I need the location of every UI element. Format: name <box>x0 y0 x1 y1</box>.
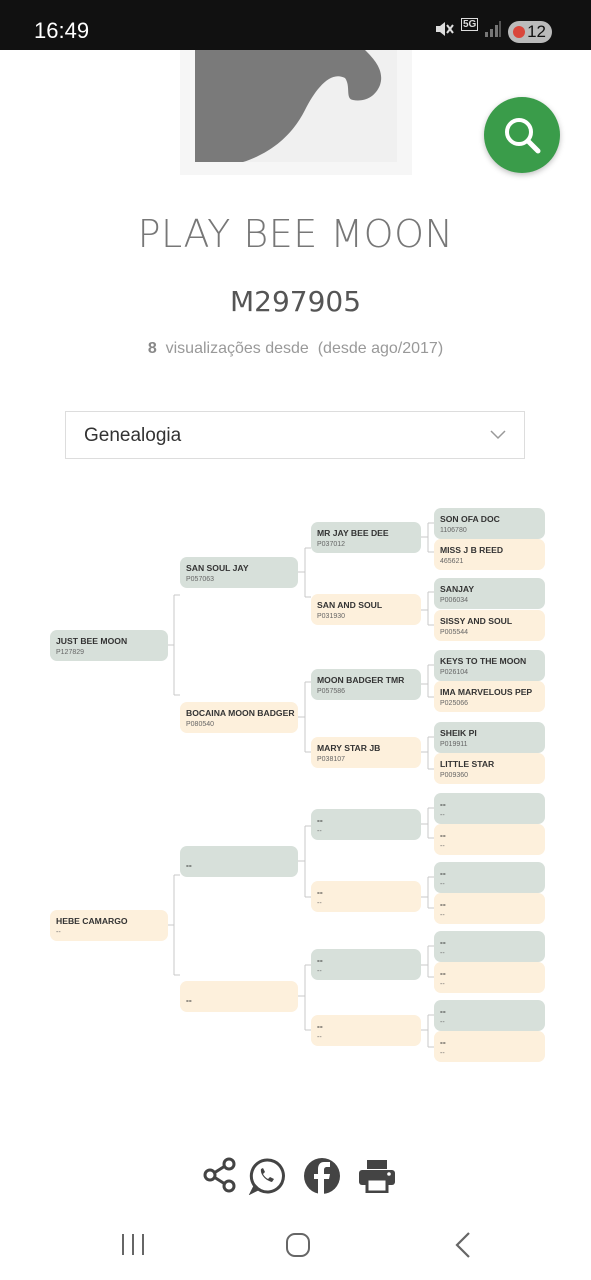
pedigree-gen4-13[interactable] <box>434 931 545 962</box>
node-reg: P005544 <box>440 629 469 636</box>
node-reg: -- <box>317 1034 322 1041</box>
pedigree-gen4-9[interactable] <box>434 793 545 824</box>
node-reg: -- <box>56 929 61 936</box>
views-label: visualizações desde <box>165 340 309 357</box>
node-reg: -- <box>440 912 445 919</box>
whatsapp-icon[interactable] <box>248 1157 286 1195</box>
node-name: -- <box>440 937 446 947</box>
share-toolbar <box>0 1155 591 1199</box>
node-reg: -- <box>440 950 445 957</box>
home-icon[interactable] <box>284 1231 312 1259</box>
pedigree-dam-dam[interactable] <box>180 981 298 1012</box>
node-reg: P127829 <box>56 649 85 656</box>
recent-apps-icon[interactable] <box>120 1232 146 1258</box>
horse-name: PLAY BEE MOON <box>137 212 454 256</box>
network-type: 5G <box>463 19 477 30</box>
node-name: SAN SOUL JAY <box>186 563 249 573</box>
pedigree-gen4-3[interactable] <box>434 578 545 609</box>
print-icon[interactable] <box>358 1159 396 1193</box>
battery-level: 12 <box>527 22 546 41</box>
share-icon[interactable] <box>202 1157 238 1193</box>
node-reg: P019911 <box>440 741 468 748</box>
node-name: SAN AND SOUL <box>317 600 383 610</box>
pedigree-gen4-12[interactable] <box>434 893 545 924</box>
node-name: -- <box>440 799 446 809</box>
pedigree-sire-sire[interactable] <box>180 557 298 588</box>
node-name: SISSY AND SOUL <box>440 616 513 626</box>
node-reg: -- <box>440 981 445 988</box>
node-name: JUST BEE MOON <box>56 636 128 646</box>
node-name: -- <box>317 1021 323 1031</box>
node-name: -- <box>317 815 323 825</box>
views-count: 8 <box>147 340 157 357</box>
node-reg: -- <box>317 900 322 907</box>
node-name: HEBE CAMARGO <box>56 916 128 926</box>
pedigree-gen4-1[interactable] <box>434 508 545 539</box>
node-name: MISS J B REED <box>440 545 504 555</box>
node-reg: -- <box>440 1050 445 1057</box>
node-name: BOCAINA MOON BADGER <box>186 708 295 718</box>
node-reg: -- <box>317 968 322 975</box>
node-reg: 1106780 <box>440 527 467 534</box>
system-nav-bar <box>0 1215 591 1280</box>
node-reg: -- <box>440 1019 445 1026</box>
node-name: -- <box>440 968 446 978</box>
node-reg: -- <box>440 881 445 888</box>
node-name: -- <box>317 955 323 965</box>
node-name: IMA MARVELOUS PEP <box>440 687 533 697</box>
pedigree-gen3-3[interactable] <box>311 669 421 700</box>
pedigree-gen3-2[interactable] <box>311 594 421 625</box>
pedigree-gen4-5[interactable] <box>434 650 545 681</box>
views-since: (desde ago/2017) <box>317 340 444 357</box>
pedigree-gen3-7[interactable] <box>311 949 421 980</box>
pedigree-gen4-14[interactable] <box>434 962 545 993</box>
node-name: -- <box>317 887 323 897</box>
node-name: MARY STAR JB <box>317 743 381 753</box>
node-name: -- <box>440 868 446 878</box>
facebook-icon[interactable] <box>303 1157 341 1195</box>
pedigree-gen3-4[interactable] <box>311 737 421 768</box>
node-name: SHEIK PI <box>440 728 477 738</box>
back-icon[interactable] <box>452 1231 476 1259</box>
pedigree-gen4-2[interactable] <box>434 539 545 570</box>
node-name: -- <box>186 995 192 1005</box>
node-reg: P031930 <box>317 613 346 620</box>
pedigree-dam[interactable] <box>50 910 168 941</box>
node-name: SANJAY <box>440 584 475 594</box>
node-reg: P025066 <box>440 700 469 707</box>
pedigree-gen3-5[interactable] <box>311 809 421 840</box>
node-name: -- <box>440 830 446 840</box>
pedigree-gen3-8[interactable] <box>311 1015 421 1046</box>
node-name: MOON BADGER TMR <box>317 675 405 685</box>
pedigree-gen4-15[interactable] <box>434 1000 545 1031</box>
horse-registration: M297905 <box>229 285 362 318</box>
node-name: MR JAY BEE DEE <box>317 528 389 538</box>
pedigree-sire[interactable] <box>50 630 168 661</box>
pedigree-dam-sire[interactable] <box>180 846 298 877</box>
node-name: -- <box>440 1006 446 1016</box>
node-reg: -- <box>440 843 445 850</box>
pedigree-gen4-16[interactable] <box>434 1031 545 1062</box>
node-name: -- <box>186 860 192 870</box>
node-reg: P057586 <box>317 688 346 695</box>
node-name: KEYS TO THE MOON <box>440 656 527 666</box>
node-reg: P009360 <box>440 772 469 779</box>
node-name: -- <box>440 899 446 909</box>
node-reg: -- <box>317 828 322 835</box>
pedigree-gen4-8[interactable] <box>434 753 545 784</box>
pedigree-gen4-6[interactable] <box>434 681 545 712</box>
node-name: LITTLE STAR <box>440 759 495 769</box>
pedigree-gen4-7[interactable] <box>434 722 545 753</box>
node-reg: P026104 <box>440 669 469 676</box>
node-reg: P037012 <box>317 541 346 548</box>
pedigree-gen4-4[interactable] <box>434 610 545 641</box>
node-reg: P006034 <box>440 597 469 604</box>
node-reg: P038107 <box>317 756 346 763</box>
node-reg: P080540 <box>186 721 215 728</box>
pedigree-gen4-10[interactable] <box>434 824 545 855</box>
node-name: SON OFA DOC <box>440 514 500 524</box>
node-name: -- <box>440 1037 446 1047</box>
clock: 16:49 <box>34 18 90 43</box>
node-reg: 465621 <box>440 558 464 565</box>
node-reg: -- <box>440 812 445 819</box>
pedigree-sire-dam[interactable] <box>180 702 298 733</box>
section-select-value: Genealogia <box>84 425 182 446</box>
pedigree-gen3-6[interactable] <box>311 881 421 912</box>
pedigree-gen4-11[interactable] <box>434 862 545 893</box>
pedigree-gen3-1[interactable] <box>311 522 421 553</box>
node-reg: P057063 <box>186 576 215 583</box>
